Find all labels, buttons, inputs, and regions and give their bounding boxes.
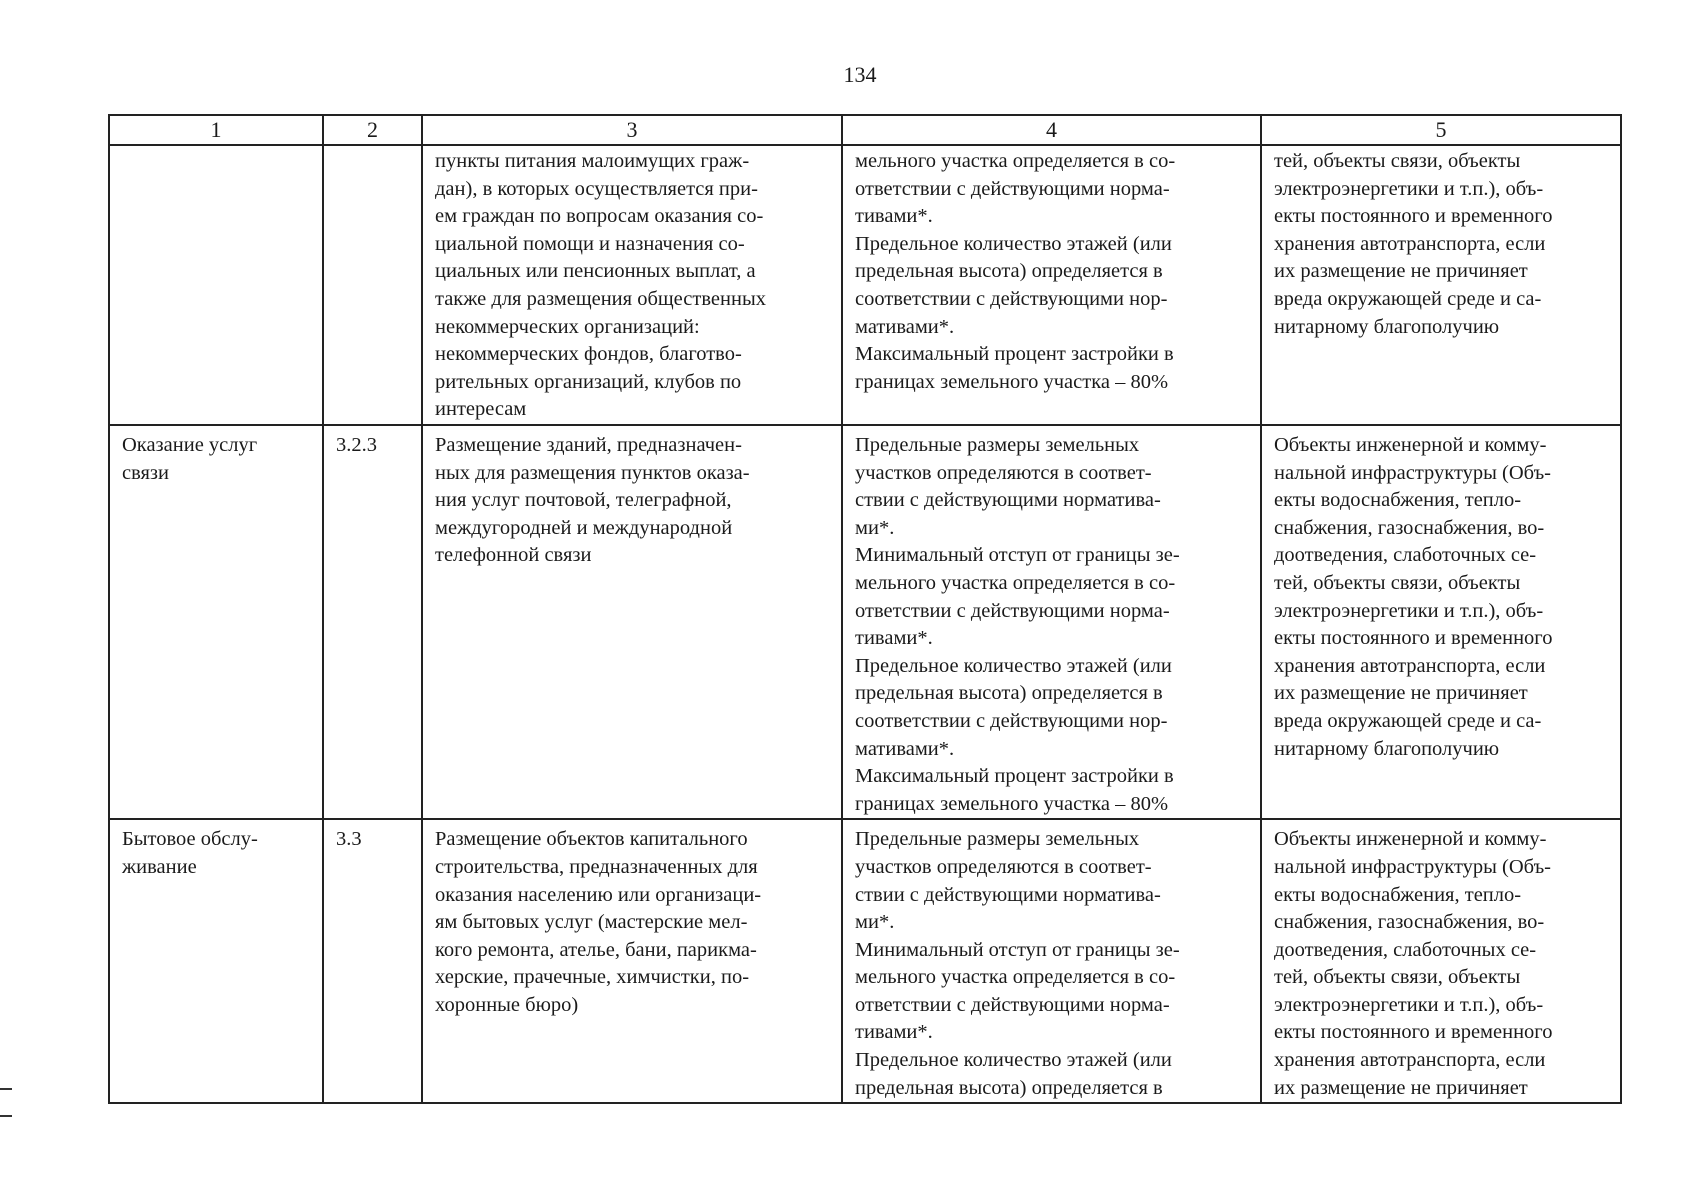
cell-text-line: кого ремонта, ателье, бани, парикма- xyxy=(435,938,757,961)
cell-text-line: тей, объекты связи, объекты xyxy=(1274,150,1521,172)
cell-text-line: Минимальный отступ от границы зе- xyxy=(855,544,1180,567)
cell-text-line: Оказание услуг xyxy=(122,434,258,456)
cell-text-line: хранения автотранспорта, если xyxy=(1274,1049,1546,1072)
cell-text-line: Размещение объектов капитального xyxy=(435,828,748,851)
cell-text-line: рительных организаций, клубов по xyxy=(435,370,742,393)
cell-text-line: екты постоянного и временного xyxy=(1274,1021,1553,1044)
parameters-cell xyxy=(842,425,1261,819)
cell-text-line: предельная высота) определяется в xyxy=(855,1076,1163,1099)
cell-text-line: тей, объекты связи, объекты xyxy=(1274,966,1521,989)
cell-text-line: херские, прачечные, химчистки, по- xyxy=(435,966,750,989)
regulations-table-wrapper xyxy=(108,114,1620,1104)
regulations-table xyxy=(108,114,1622,1104)
cell-text-line: соответствии с действующими нор- xyxy=(855,287,1168,310)
cell-text-line: екты водоснабжения, тепло- xyxy=(1274,489,1522,512)
auxiliary-uses-cell xyxy=(1261,819,1621,1103)
cell-text-line: Предельные размеры земельных xyxy=(855,434,1140,456)
cell-text-line: ям бытовых услуг (мастерские мел- xyxy=(435,911,748,934)
cell-text-line: оказания населению или организаци- xyxy=(435,883,762,906)
cell-text-line: мельного участка определяется в со- xyxy=(855,571,1176,594)
cell-text-line: вреда окружающей среде и са- xyxy=(1274,287,1542,310)
cell-text-line: некоммерческих фондов, благотво- xyxy=(435,343,742,366)
use-name-cell xyxy=(109,819,323,1103)
cell-text-line: пункты питания малоимущих граж- xyxy=(435,150,750,172)
cell-text-line: Предельные размеры земельных xyxy=(855,828,1140,851)
cell-text-line: соответствии с действующими нор- xyxy=(855,709,1168,732)
cell-text-line: также для размещения общественных xyxy=(435,287,766,310)
cell-text-line: тивами*. xyxy=(855,205,933,228)
cell-text-line: хоронные бюро) xyxy=(435,993,579,1016)
cell-text-line: электроэнергетики и т.п.), объ- xyxy=(1274,177,1544,200)
table-row xyxy=(109,819,1621,1103)
cell-text-line: тей, объекты связи, объекты xyxy=(1274,571,1521,594)
parameters-cell xyxy=(842,145,1261,425)
cell-text-line: Предельное количество этажей (или xyxy=(855,654,1172,677)
cell-text-line: Объекты инженерной и комму- xyxy=(1274,434,1547,456)
cell-text-line: Максимальный процент застройки в xyxy=(855,765,1174,788)
header-col-1: 1 xyxy=(109,115,323,145)
cell-text-line: ми*. xyxy=(855,911,895,934)
table-row xyxy=(109,145,1621,425)
cell-text-line: хранения автотранспорта, если xyxy=(1274,232,1546,255)
use-description-cell xyxy=(422,425,842,819)
cell-text-line: предельная высота) определяется в xyxy=(855,260,1163,283)
cell-text-line: электроэнергетики и т.п.), объ- xyxy=(1274,599,1544,622)
cell-text-line: тивами*. xyxy=(855,627,933,650)
cell-text-line: ем граждан по вопросам оказания со- xyxy=(435,205,764,228)
cell-text-line: ответствии с действующими норма- xyxy=(855,177,1170,200)
cell-text-line: их размещение не причиняет xyxy=(1274,260,1528,283)
cell-text-line: нитарному благополучию xyxy=(1274,737,1500,760)
cell-text-line: Размещение зданий, предназначен- xyxy=(435,434,742,456)
cell-text-line: их размещение не причиняет xyxy=(1274,1076,1528,1099)
page-number: 134 xyxy=(843,62,877,87)
use-name-cell xyxy=(109,425,323,819)
cell-text-line: екты водоснабжения, тепло- xyxy=(1274,883,1522,906)
cell-text-line: ствии с действующими норматива- xyxy=(855,883,1161,906)
cell-text-line: Бытовое обслу- xyxy=(122,828,258,851)
cell-text-line: нальной инфраструктуры (Объ- xyxy=(1274,461,1552,484)
cell-text-line: границах земельного участка – 80% xyxy=(855,792,1169,815)
cell-text-line: телефонной связи xyxy=(435,544,592,567)
cell-text-line: их размещение не причиняет xyxy=(1274,682,1528,705)
auxiliary-uses-cell xyxy=(1261,425,1621,819)
cell-text-line: хранения автотранспорта, если xyxy=(1274,654,1546,677)
cell-text-line: некоммерческих организаций: xyxy=(435,315,700,338)
cell-text-line: 3.2.3 xyxy=(336,434,377,456)
cell-text-line: снабжения, газоснабжения, во- xyxy=(1274,516,1545,539)
cell-text-line: строительства, предназначенных для xyxy=(435,855,758,878)
cell-text-line: мельного участка определяется в со- xyxy=(855,150,1176,172)
cell-text-line: тивами*. xyxy=(855,1021,933,1044)
auxiliary-uses-cell xyxy=(1261,145,1621,425)
cell-text-line: участков определяются в соответ- xyxy=(855,461,1152,484)
parameters-cell xyxy=(842,819,1261,1103)
cell-text-line: границах земельного участка – 80% xyxy=(855,370,1169,393)
cell-text-line: мативами*. xyxy=(855,315,955,338)
use-code-cell xyxy=(323,819,422,1103)
cell-text-line: ответствии с действующими норма- xyxy=(855,993,1170,1016)
header-col-5: 5 xyxy=(1261,115,1621,145)
cell-text-line: снабжения, газоснабжения, во- xyxy=(1274,911,1545,934)
cell-text-line: Предельное количество этажей (или xyxy=(855,232,1172,255)
cell-text-line: нитарному благополучию xyxy=(1274,315,1500,338)
cell-text-line: живание xyxy=(122,855,197,878)
table-body xyxy=(109,145,1621,1103)
cell-text-line: интересам xyxy=(435,398,527,421)
header-col-3: 3 xyxy=(422,115,842,145)
cell-text-line: циальной помощи и назначения со- xyxy=(435,232,745,255)
cell-text-line: 3.3 xyxy=(336,828,362,851)
cell-text-line: вреда окружающей среде и са- xyxy=(1274,709,1542,732)
cell-text-line: нальной инфраструктуры (Объ- xyxy=(1274,855,1552,878)
cell-text-line: Максимальный процент застройки в xyxy=(855,343,1174,366)
cell-text-line: связи xyxy=(122,461,170,484)
header-row xyxy=(109,115,1621,145)
cell-text-line: междугородней и международной xyxy=(435,516,733,539)
margin-tick-mark xyxy=(0,1115,12,1117)
table-row xyxy=(109,425,1621,819)
use-code-cell xyxy=(323,425,422,819)
cell-text-line: Минимальный отступ от границы зе- xyxy=(855,938,1180,961)
use-code-cell xyxy=(323,145,422,425)
cell-text-line: мельного участка определяется в со- xyxy=(855,966,1176,989)
cell-text-line: участков определяются в соответ- xyxy=(855,855,1152,878)
use-description-cell xyxy=(422,819,842,1103)
header-col-2: 2 xyxy=(323,115,422,145)
cell-text-line: доотведения, слаботочных се- xyxy=(1274,544,1537,567)
cell-text-line: мативами*. xyxy=(855,737,955,760)
cell-text-line: предельная высота) определяется в xyxy=(855,682,1163,705)
cell-text-line: ных для размещения пунктов оказа- xyxy=(435,461,750,484)
cell-text-line: екты постоянного и временного xyxy=(1274,627,1553,650)
cell-text-line: ответствии с действующими норма- xyxy=(855,599,1170,622)
margin-tick-mark xyxy=(0,1088,12,1090)
cell-text-line: циальных или пенсионных выплат, а xyxy=(435,260,756,283)
cell-text-line: ния услуг почтовой, телеграфной, xyxy=(435,489,732,512)
cell-text-line: доотведения, слаботочных се- xyxy=(1274,938,1537,961)
use-name-cell xyxy=(109,145,323,425)
cell-text-line: Предельное количество этажей (или xyxy=(855,1049,1172,1072)
cell-text-line: Объекты инженерной и комму- xyxy=(1274,828,1547,851)
cell-text-line: ми*. xyxy=(855,516,895,539)
cell-text-line: дан), в которых осуществляется при- xyxy=(435,177,758,200)
cell-text-line: ствии с действующими норматива- xyxy=(855,489,1161,512)
cell-text-line: электроэнергетики и т.п.), объ- xyxy=(1274,993,1544,1016)
use-description-cell xyxy=(422,145,842,425)
header-col-4: 4 xyxy=(842,115,1261,145)
cell-text-line: екты постоянного и временного xyxy=(1274,205,1553,228)
